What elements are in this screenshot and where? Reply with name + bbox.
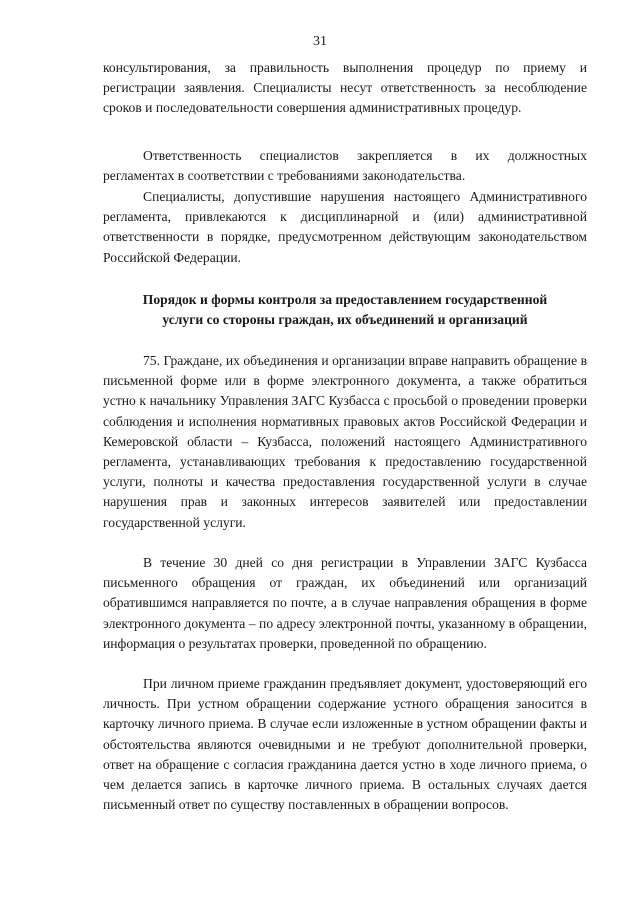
paragraph-violations-liability: Специалисты, допустившие нарушения настоящего Административного регламента, привлекаются к дисциплинарной и (или) административной ответственности в порядке, предусмотренном действующим законодательством Российской Федерации. (103, 189, 587, 265)
section-heading-line-1: Порядок и формы контроля за предоставлением государственной (142, 292, 548, 307)
paragraph-30-days-response: В течение 30 дней со дня регистрации в Управлении ЗАГС Кузбасса письменного обращения от граждан, их объединений или организаций обратившимся направляется по почте, а в случае направления обращения в форме электронного документа – по адресу электронной почты, указанному в обращении, информация о результатах проверки, проведенной по обращению. (103, 555, 587, 651)
paragraph-block (103, 187, 587, 268)
paragraph-block (103, 146, 587, 186)
section-heading-line-2: услуги со стороны граждан, их объединений и организаций (162, 312, 528, 328)
paragraph-block (103, 674, 587, 815)
page-number: 31 (313, 34, 327, 49)
paragraph-block (103, 58, 587, 119)
paragraph-75-citizens-appeal: 75. Граждане, их объединения и организации вправе направить обращение в письменной форме или в форме электронного документа, а также обратиться устно к начальнику Управления ЗАГС Кузбасса с просьбой о проведении проверки соблюдения и исполнения нормативных правовых актов Российской Федерации и Кемеровской области – Кузбасса, положений настоящего Административного регламента, устанавливающих требования к предоставлению государственной услуги, полноты и качества предоставления государственной услуги в случае нарушения прав и законных интересов заявителей или предоставлении государственной услуги. (103, 353, 587, 530)
paragraph-block (103, 351, 587, 533)
paragraph-personal-reception: При личном приеме гражданин предъявляет документ, удостоверяющий его личность. При устном обращении содержание устного обращения заносится в карточку личного приема. В случае если изложенные в устном обращении факты и обстоятельства являются очевидными и не требуют дополнительной проверки, ответ на обращение с согласия гражданина дается устно в ходе личного приема, о чем делается запись в карточке личного приема. В остальных случаях дается письменный ответ по существу поставленных в обращении вопросов. (103, 676, 587, 813)
paragraph-responsibility-regulations: Ответственность специалистов закрепляется в их должностных регламентах в соответствии с требованиями законодательства. (103, 148, 587, 184)
section-heading (103, 290, 587, 330)
paragraph-responsibility-continued: консультирования, за правильность выполнения процедур по приему и регистрации заявления. Специалисты несут ответственность за несоблюдение сроков и последовательности совершения административных процедур. (103, 60, 587, 116)
paragraph-block (103, 553, 587, 654)
